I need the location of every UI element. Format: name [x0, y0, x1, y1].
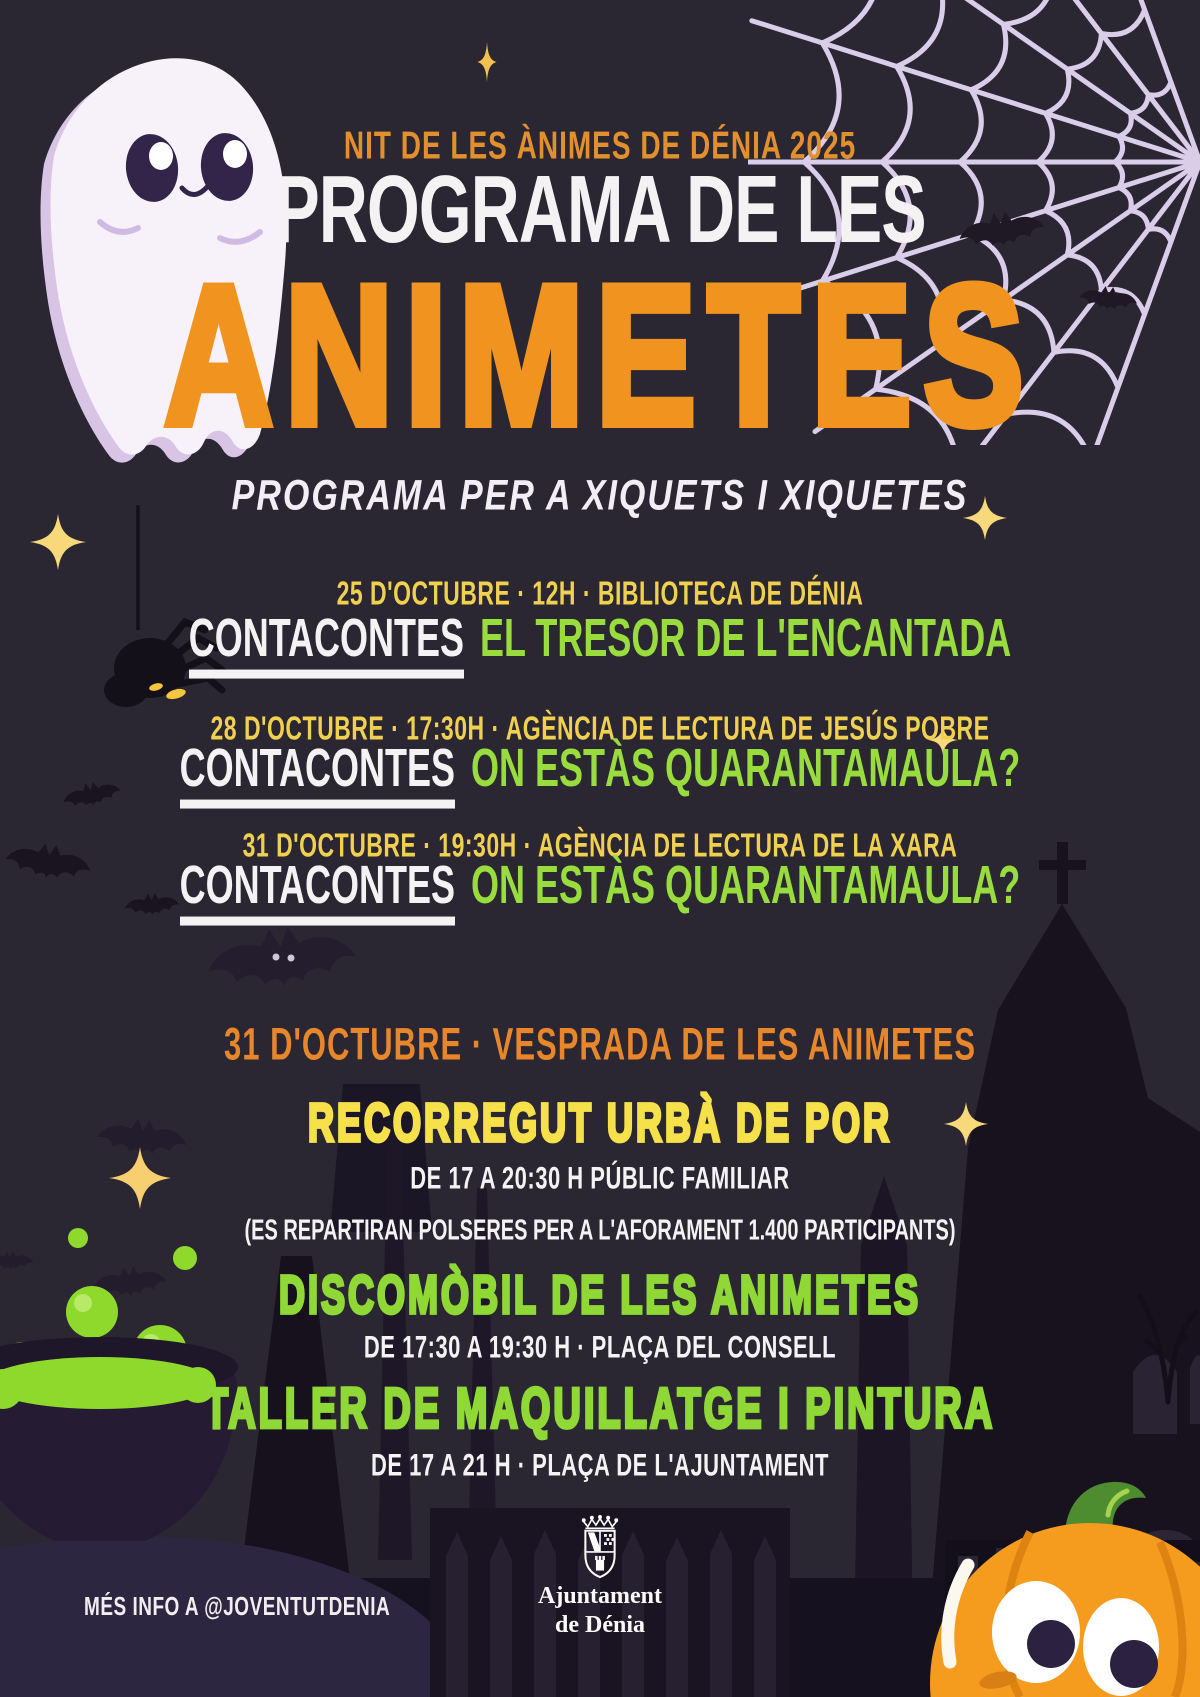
activity-title: TALLER DE MAQUILLATGE I PINTURA [204, 1378, 996, 1442]
event-name [0, 606, 1200, 679]
event-label: CONTACONTES [189, 610, 464, 679]
event-name [0, 853, 1200, 926]
poster-title-line: PROGRAMA DE LES [274, 156, 926, 263]
activity-detail: DE 17 A 20:30 H PÚBLIC FAMILIAR [410, 1159, 790, 1196]
activity-note: (ES REPARTIRAN POLSERES PER A L'AFORAMENT 1.400 PARTICIPANTS) [244, 1214, 956, 1247]
activity-detail: DE 17 A 21 H · PLAÇA DE L'AJUNTAMENT [371, 1446, 829, 1483]
more-info-handle: MÉS INFO A @JOVENTUTDENIA [84, 1593, 391, 1622]
activity-title: RECORREGUT URBÀ DE POR [307, 1091, 893, 1154]
organizer-name-line1: Ajuntament [538, 1583, 662, 1609]
event-title: EL TRESOR DE L'ENCANTADA [480, 606, 1012, 669]
event-label: CONTACONTES [180, 740, 455, 809]
activity-title: DISCOMÒBIL DE LES ANIMETES [278, 1263, 922, 1326]
event-date: 31 D'OCTUBRE · 19:30H · AGÈNCIA DE LECTURA DE LA XARA [242, 826, 958, 864]
event-name [0, 736, 1200, 809]
town-hall-crest-icon [574, 1512, 626, 1582]
poster-title-main: ANIMETES [164, 243, 1036, 466]
activity-detail: DE 17:30 A 19:30 H · PLAÇA DEL CONSELL [363, 1328, 837, 1365]
event-date: 25 D'OCTUBRE · 12H · BIBLIOTECA DE DÉNIA [336, 574, 864, 612]
event-title: ON ESTÀS QUARANTAMAULA? [471, 736, 1021, 799]
organizer-name-line2: de Dénia [555, 1611, 645, 1638]
event-title: ON ESTÀS QUARANTAMAULA? [471, 853, 1021, 916]
organizer-logo [0, 1512, 1200, 1640]
poster-eyebrow: NIT DE LES ÀNIMES DE DÉNIA 2025 [343, 123, 857, 168]
event-date: 28 D'OCTUBRE · 17:30H · AGÈNCIA DE LECTURA DE JESÚS POBRE [210, 709, 990, 747]
event-label: CONTACONTES [180, 857, 455, 926]
poster-subtitle: PROGRAMA PER A XIQUETS I XIQUETES [231, 472, 969, 520]
evening-header: 31 D'OCTUBRE · VESPRADA DE LES ANIMETES [224, 1018, 976, 1070]
